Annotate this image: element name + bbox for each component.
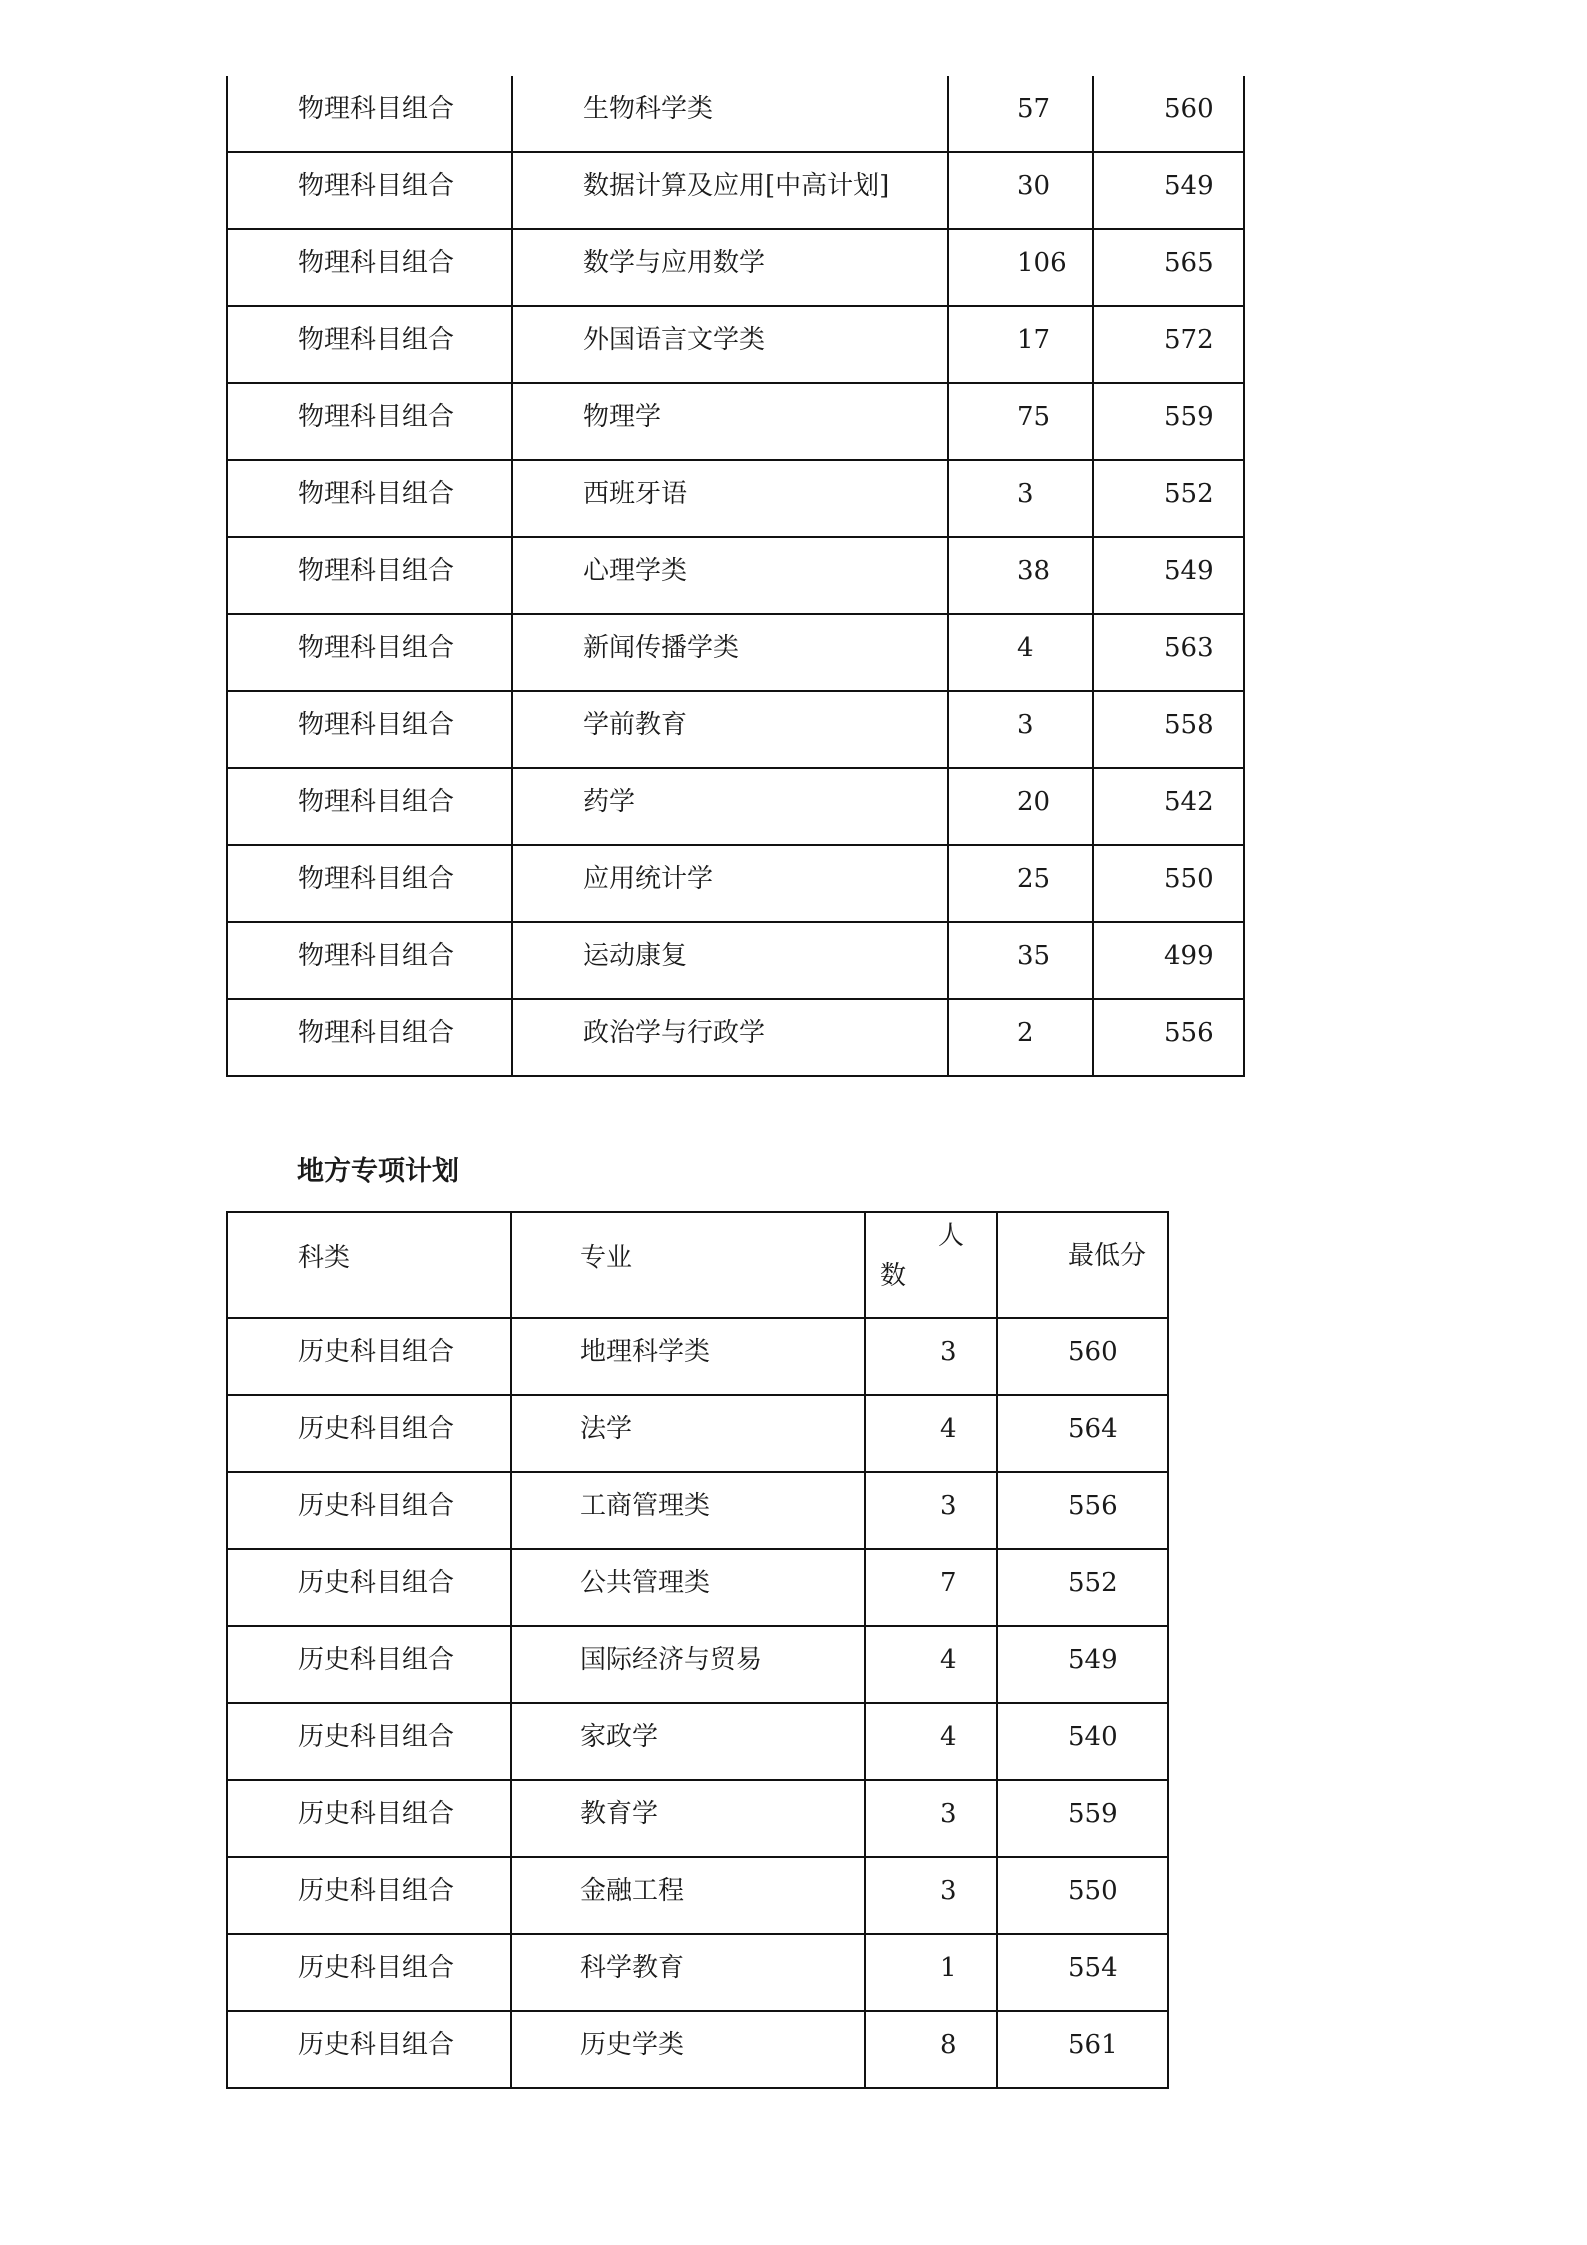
table-header-row [227, 1212, 1168, 1318]
cell-category: 物理科目组合 [227, 537, 512, 614]
table-row [227, 1318, 1168, 1395]
cell-major: 科学教育 [511, 1934, 865, 2011]
cell-min-score: 552 [997, 1549, 1168, 1626]
cell-count: 30 [948, 152, 1093, 229]
cell-min-score: 563 [1093, 614, 1244, 691]
cell-major: 新闻传播学类 [512, 614, 948, 691]
cell-min-score: 560 [1093, 76, 1244, 152]
cell-count: 38 [948, 537, 1093, 614]
cell-count: 20 [948, 768, 1093, 845]
cell-min-score: 572 [1093, 306, 1244, 383]
cell-count: 57 [948, 76, 1093, 152]
cell-major: 学前教育 [512, 691, 948, 768]
cell-major: 物理学 [512, 383, 948, 460]
table-row [227, 1472, 1168, 1549]
admission-table-physics [226, 76, 1245, 1077]
table-row [227, 1703, 1168, 1780]
cell-major: 数据计算及应用[中高计划] [512, 152, 948, 229]
cell-category: 历史科目组合 [227, 1703, 511, 1780]
cell-major: 数学与应用数学 [512, 229, 948, 306]
cell-major: 运动康复 [512, 922, 948, 999]
cell-count: 3 [865, 1857, 997, 1934]
cell-count: 8 [865, 2011, 997, 2088]
cell-category: 物理科目组合 [227, 691, 512, 768]
table-row [227, 76, 1244, 152]
cell-category: 历史科目组合 [227, 1934, 511, 2011]
cell-major: 教育学 [511, 1780, 865, 1857]
cell-major: 外国语言文学类 [512, 306, 948, 383]
cell-count: 25 [948, 845, 1093, 922]
cell-category: 物理科目组合 [227, 229, 512, 306]
cell-count: 7 [865, 1549, 997, 1626]
table-row [227, 999, 1244, 1076]
cell-count: 4 [865, 1703, 997, 1780]
cell-min-score: 556 [997, 1472, 1168, 1549]
table-row [227, 1549, 1168, 1626]
cell-count: 3 [865, 1780, 997, 1857]
cell-major: 法学 [511, 1395, 865, 1472]
cell-count: 3 [948, 691, 1093, 768]
cell-major: 药学 [512, 768, 948, 845]
cell-min-score: 549 [997, 1626, 1168, 1703]
cell-count: 35 [948, 922, 1093, 999]
table-row [227, 1626, 1168, 1703]
cell-count: 75 [948, 383, 1093, 460]
table-row [227, 306, 1244, 383]
cell-category: 历史科目组合 [227, 1780, 511, 1857]
cell-major: 西班牙语 [512, 460, 948, 537]
cell-major: 心理学类 [512, 537, 948, 614]
cell-count: 4 [948, 614, 1093, 691]
cell-major: 政治学与行政学 [512, 999, 948, 1076]
table-row [227, 768, 1244, 845]
table-row [227, 845, 1244, 922]
cell-min-score: 542 [1093, 768, 1244, 845]
cell-major: 生物科学类 [512, 76, 948, 152]
cell-count: 106 [948, 229, 1093, 306]
cell-count: 4 [865, 1395, 997, 1472]
cell-min-score: 549 [1093, 537, 1244, 614]
cell-category: 物理科目组合 [227, 614, 512, 691]
cell-category: 物理科目组合 [227, 460, 512, 537]
cell-min-score: 556 [1093, 999, 1244, 1076]
table-row [227, 614, 1244, 691]
cell-min-score: 559 [997, 1780, 1168, 1857]
cell-major: 地理科学类 [511, 1318, 865, 1395]
cell-min-score: 550 [1093, 845, 1244, 922]
cell-category: 历史科目组合 [227, 1857, 511, 1934]
cell-min-score: 554 [997, 1934, 1168, 2011]
cell-count: 2 [948, 999, 1093, 1076]
cell-count: 3 [948, 460, 1093, 537]
cell-major: 应用统计学 [512, 845, 948, 922]
header-count: 人 数 [865, 1212, 997, 1318]
cell-min-score: 499 [1093, 922, 1244, 999]
cell-category: 物理科目组合 [227, 999, 512, 1076]
table-row [227, 2011, 1168, 2088]
table-row [227, 152, 1244, 229]
cell-category: 物理科目组合 [227, 768, 512, 845]
cell-count: 17 [948, 306, 1093, 383]
admission-table-local-special-plan [226, 1211, 1169, 2089]
cell-major: 工商管理类 [511, 1472, 865, 1549]
cell-category: 物理科目组合 [227, 76, 512, 152]
section-heading-local-special-plan: 地方专项计划 [297, 1156, 459, 1187]
cell-min-score: 540 [997, 1703, 1168, 1780]
cell-min-score: 559 [1093, 383, 1244, 460]
cell-category: 历史科目组合 [227, 1472, 511, 1549]
cell-category: 历史科目组合 [227, 1549, 511, 1626]
cell-count: 3 [865, 1318, 997, 1395]
table-row [227, 1395, 1168, 1472]
cell-count: 3 [865, 1472, 997, 1549]
cell-category: 物理科目组合 [227, 383, 512, 460]
header-major: 专业 [511, 1212, 865, 1318]
table-row [227, 1934, 1168, 2011]
header-min-score: 最低分 [997, 1212, 1168, 1318]
cell-min-score: 550 [997, 1857, 1168, 1934]
header-category: 科类 [227, 1212, 511, 1318]
cell-min-score: 564 [997, 1395, 1168, 1472]
cell-category: 历史科目组合 [227, 1318, 511, 1395]
cell-category: 物理科目组合 [227, 922, 512, 999]
cell-major: 历史学类 [511, 2011, 865, 2088]
cell-category: 历史科目组合 [227, 1626, 511, 1703]
cell-min-score: 561 [997, 2011, 1168, 2088]
cell-count: 4 [865, 1626, 997, 1703]
cell-min-score: 549 [1093, 152, 1244, 229]
cell-major: 国际经济与贸易 [511, 1626, 865, 1703]
cell-category: 物理科目组合 [227, 306, 512, 383]
table-row [227, 460, 1244, 537]
cell-category: 历史科目组合 [227, 2011, 511, 2088]
cell-min-score: 558 [1093, 691, 1244, 768]
cell-category: 历史科目组合 [227, 1395, 511, 1472]
cell-min-score: 565 [1093, 229, 1244, 306]
cell-major: 家政学 [511, 1703, 865, 1780]
cell-major: 金融工程 [511, 1857, 865, 1934]
cell-major: 公共管理类 [511, 1549, 865, 1626]
cell-category: 物理科目组合 [227, 845, 512, 922]
cell-category: 物理科目组合 [227, 152, 512, 229]
table-row [227, 229, 1244, 306]
table-row [227, 537, 1244, 614]
cell-min-score: 560 [997, 1318, 1168, 1395]
table-row [227, 1780, 1168, 1857]
cell-min-score: 552 [1093, 460, 1244, 537]
table-row [227, 1857, 1168, 1934]
cell-count: 1 [865, 1934, 997, 2011]
table-row [227, 691, 1244, 768]
table-row [227, 922, 1244, 999]
table-row [227, 383, 1244, 460]
